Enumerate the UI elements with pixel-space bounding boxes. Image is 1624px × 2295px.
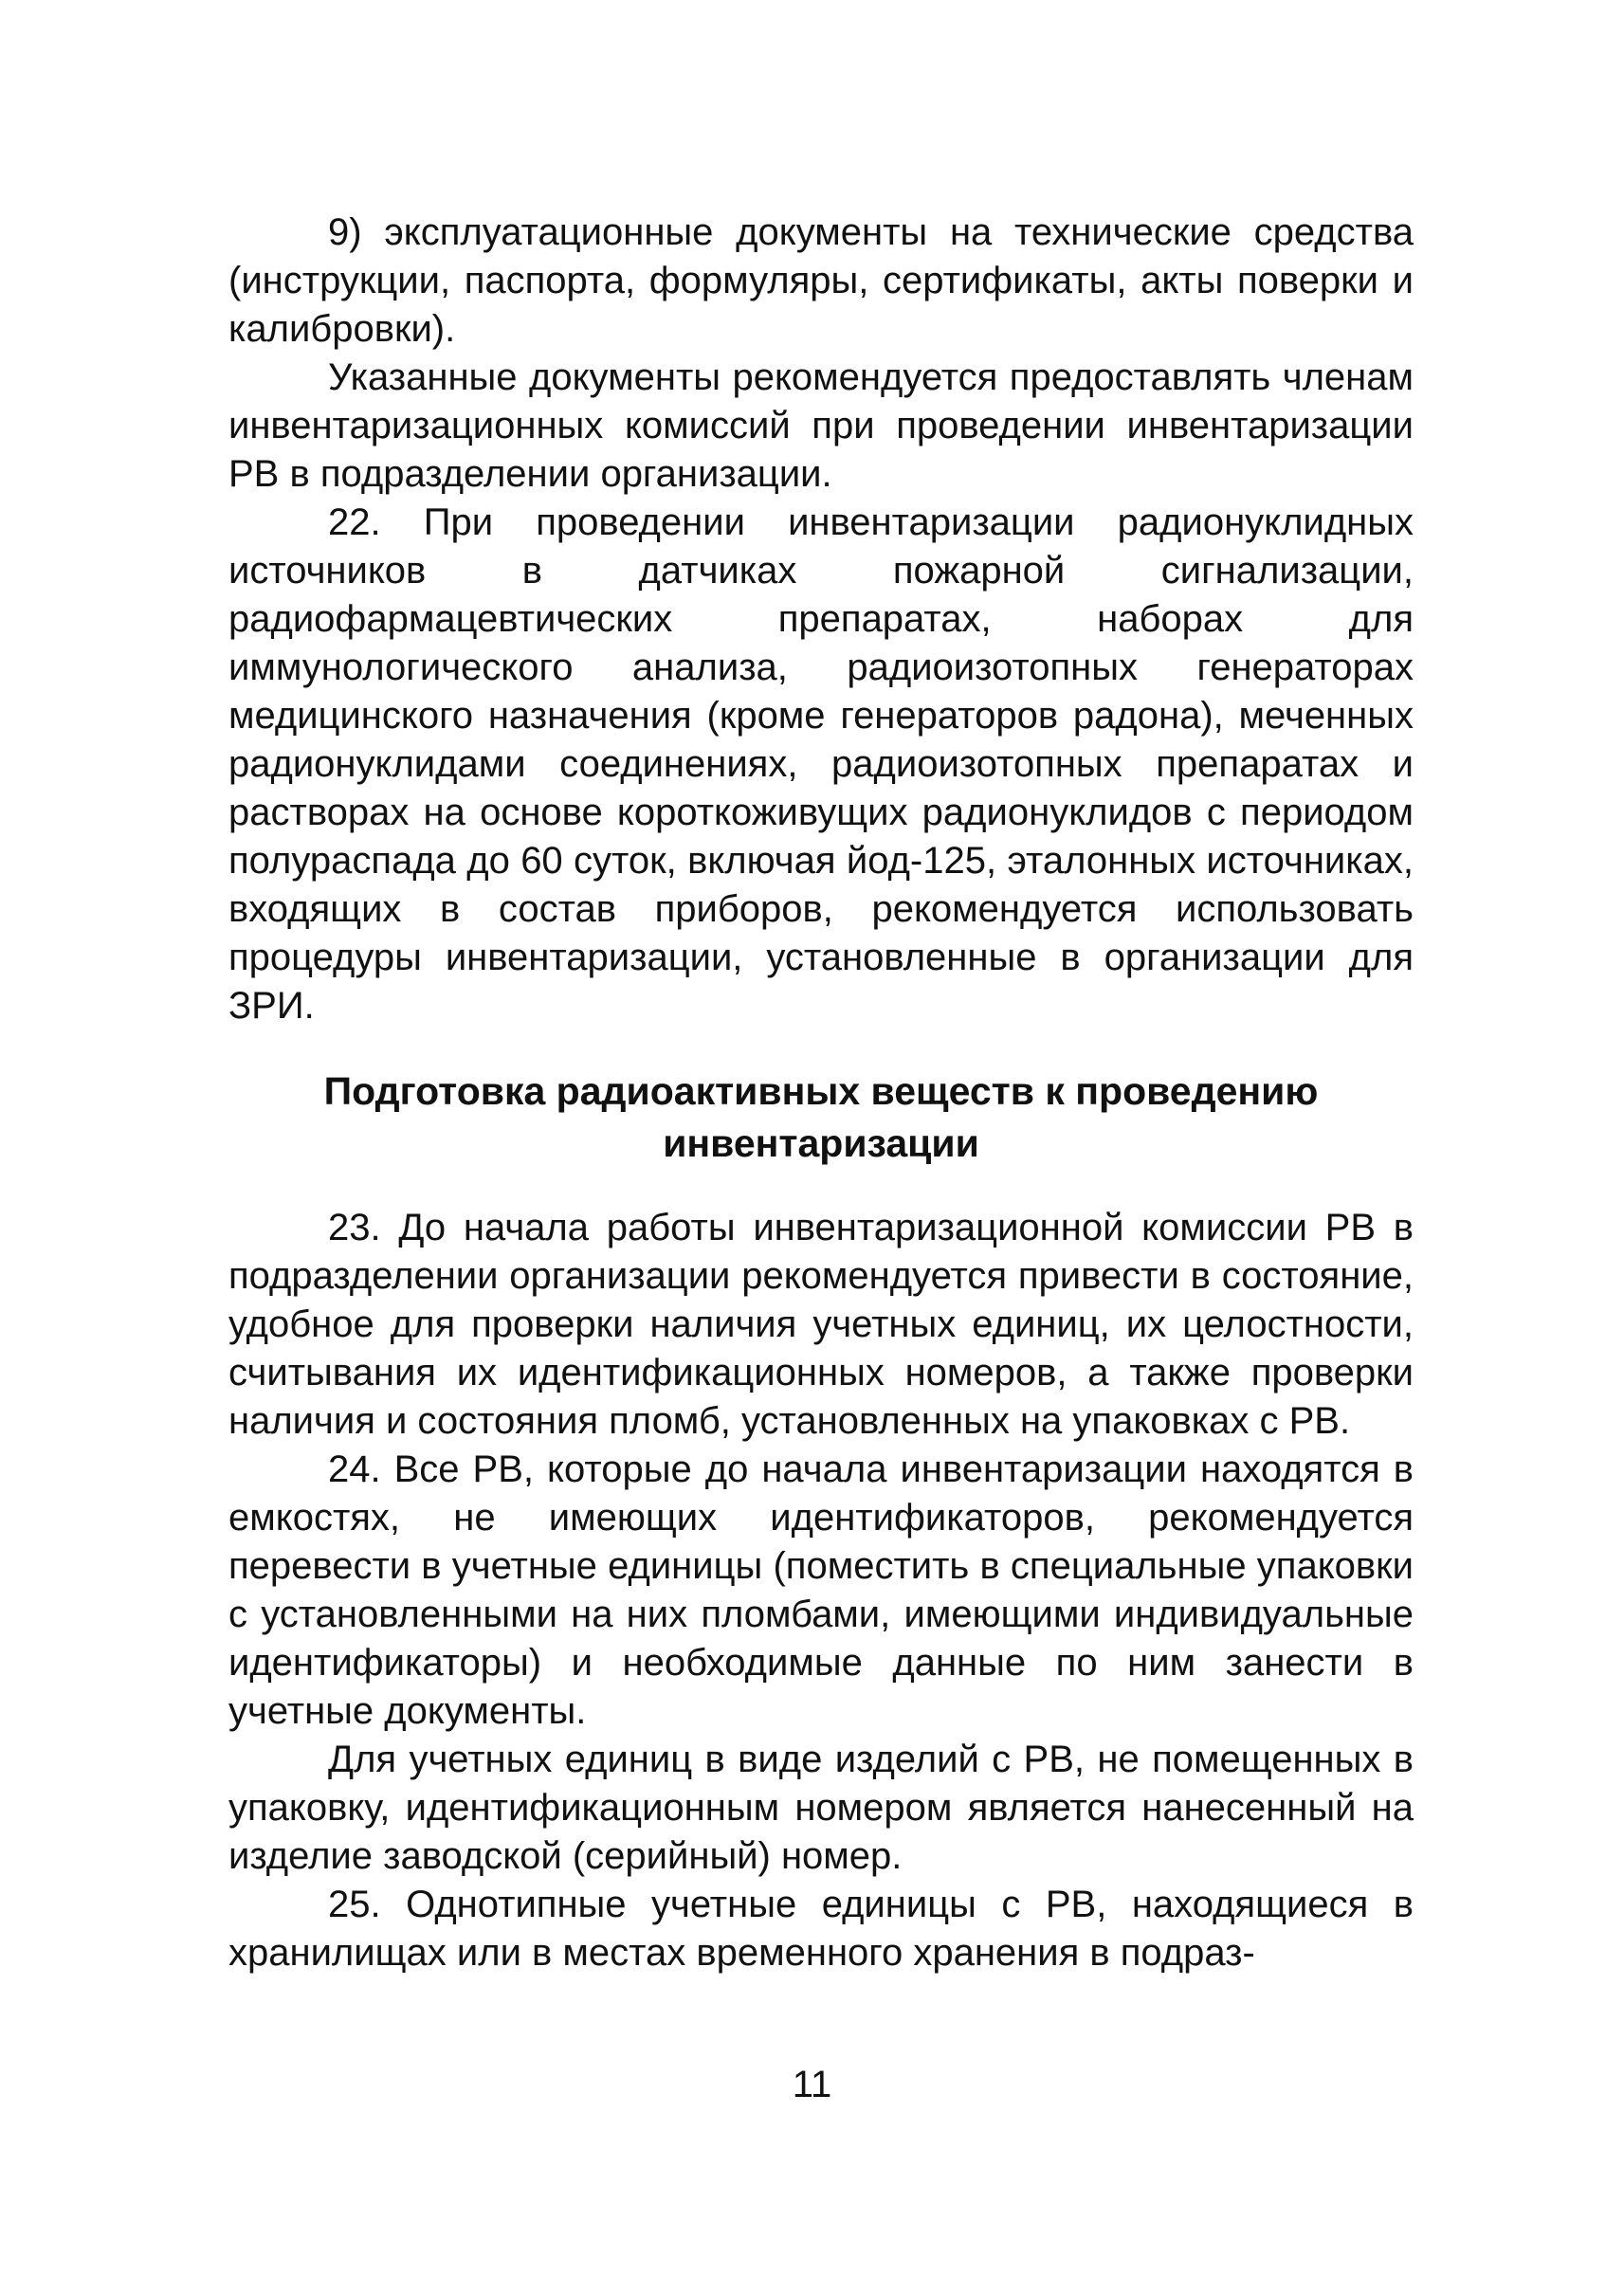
section-heading: Подготовка радиоактивных веществ к проведению инвентаризации bbox=[323, 1069, 1319, 1165]
text-block-top bbox=[228, 209, 1414, 1030]
page-number: 11 bbox=[792, 2064, 832, 2105]
paragraph-identification-note: Для учетных единиц в виде изделий с РВ, не помещенных в упаковку, идентификационным номером является нанесенный на изделие заводской (серийный) номер. bbox=[228, 1739, 1414, 1877]
paragraph-25: 25. Однотипные учетные единицы с РВ, находящиеся в хранилищах или в местах временного хранения в подраз- bbox=[228, 1884, 1414, 1974]
text-block-bottom bbox=[228, 1204, 1414, 1977]
paragraph-23: 23. До начала работы инвентаризационной комиссии РВ в подразделении организации рекомендуется привести в состояние, удобное для проверки наличия учетных единиц, их целостности, считывания их идентификационных номеров, а также проверки наличия и состояния пломб, установленных на упаковках с РВ. bbox=[228, 1207, 1414, 1442]
paragraph-24: 24. Все РВ, которые до начала инвентаризации находятся в емкостях, не имеющих идентификаторов, рекомендуется перевести в учетные единицы (поместить в специальные упаковки с установленными на них пломбами, имеющими индивидуальные идентификаторы) и необходимые данные по ним занести в учетные документы. bbox=[228, 1448, 1414, 1732]
paragraph-documents-note: Указанные документы рекомендуется предоставлять членам инвентаризационных комиссий при проведении инвентаризации РВ в подразделении организации. bbox=[228, 356, 1414, 495]
paragraph-item-9: 9) эксплуатационные документы на технические средства (инструкции, паспорта, формуляры, сертификаты, акты поверки и калибровки). bbox=[228, 211, 1414, 350]
paragraph-22: 22. При проведении инвентаризации радионуклидных источников в датчиках пожарной сигнализации, радиофармацевтических препаратах, наборах для иммунологического анализа, радиоизотопных генераторах медицинского назначения (кроме генераторов радона), меченных радионуклидами соединениях, радиоизотопных препаратах и растворах на основе короткоживущих радионуклидов с периодом полураспада до 60 суток, включая йод-125, эталонных источниках, входящих в состав приборов, рекомендуется использовать процедуры инвентаризации, установленные в организации для ЗРИ. bbox=[228, 501, 1414, 1027]
